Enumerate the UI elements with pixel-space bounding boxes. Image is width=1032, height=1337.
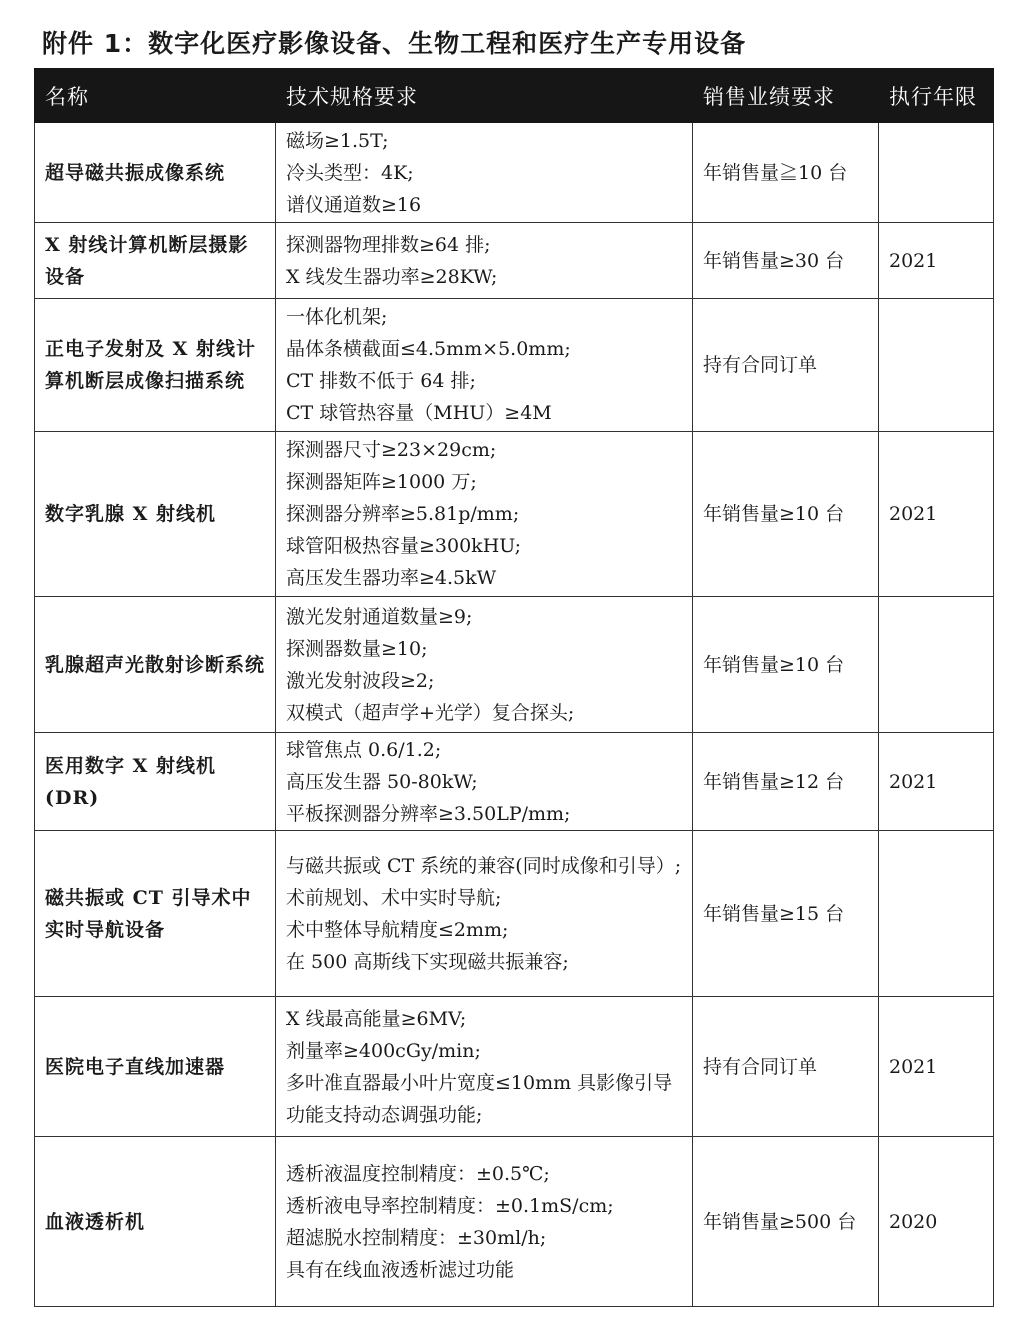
spec-line: 探测器尺寸≥23×29cm; (286, 439, 497, 461)
spec-line: 高压发生器 50-80kW; (286, 770, 478, 793)
document-title: 附件 1：数字化医疗影像设备、生物工程和医疗生产专用设备 (42, 29, 747, 58)
spec-cell (276, 1137, 693, 1307)
execution-year-cell: 2021 (879, 432, 994, 597)
header-row (35, 69, 994, 123)
spec-line: 超滤脱水控制精度：±30ml/h; (286, 1226, 547, 1249)
equipment-name-cell: 数字乳腺 X 射线机 (35, 432, 276, 597)
table-row (35, 831, 994, 997)
equipment-name-cell: 乳腺超声光散射诊断系统 (35, 597, 276, 733)
spec-line: 高压发生器功率≥4.5kW (286, 567, 497, 589)
execution-year-cell: 2021 (879, 223, 994, 299)
spec-line: 探测器数量≥10; (286, 637, 428, 660)
spec-line: 透析液温度控制精度：±0.5℃; (286, 1162, 550, 1185)
table-row (35, 597, 994, 733)
execution-year-cell: 2021 (879, 733, 994, 831)
spec-line: 探测器矩阵≥1000 万; (286, 471, 477, 493)
spec-line: 谱仪通道数≥16 (286, 193, 422, 216)
equipment-name-cell: 血液透析机 (35, 1137, 276, 1307)
equipment-name-cell: 超导磁共振成像系统 (35, 123, 276, 223)
equipment-name-cell: X 射线计算机断层摄影设备 (35, 223, 276, 299)
spec-line: X 线最高能量≥6MV; (286, 1007, 467, 1030)
spec-line: 剂量率≥400cGy/min; (286, 1039, 481, 1062)
sales-requirement-cell: 年销售量≥500 台 (693, 1137, 879, 1307)
spec-line: CT 排数不低于 64 排; (286, 370, 476, 392)
spec-line: CT 球管热容量（MHU）≥4M (286, 402, 552, 424)
execution-year-cell (879, 831, 994, 997)
execution-year-cell: 2021 (879, 997, 994, 1137)
header-sales: 销售业绩要求 (693, 69, 879, 123)
sales-requirement-cell: 年销售量≥30 台 (693, 223, 879, 299)
equipment-spec-table (34, 68, 994, 1307)
spec-line: 晶体条横截面≤4.5mm×5.0mm; (286, 338, 571, 360)
table-header (35, 69, 994, 123)
spec-line: 球管焦点 0.6/1.2; (286, 738, 442, 761)
table-row (35, 299, 994, 432)
execution-year-cell (879, 123, 994, 223)
sales-requirement-cell: 持有合同订单 (693, 299, 879, 432)
table-row (35, 733, 994, 831)
spec-cell (276, 997, 693, 1137)
spec-cell (276, 597, 693, 733)
table-row (35, 432, 994, 597)
sales-requirement-cell: 年销售量≥15 台 (693, 831, 879, 997)
spec-cell (276, 831, 693, 997)
table-row (35, 223, 994, 299)
execution-year-cell (879, 597, 994, 733)
sales-requirement-cell: 年销售量≥12 台 (693, 733, 879, 831)
equipment-name-cell: 正电子发射及 X 射线计算机断层成像扫描系统 (35, 299, 276, 432)
spec-line: 冷头类型：4K; (286, 161, 414, 184)
table-row (35, 123, 994, 223)
sales-requirement-cell: 年销售量≧10 台 (693, 123, 879, 223)
spec-line: 具有在线血液透析滤过功能 (286, 1258, 515, 1281)
spec-line: 激光发射波段≥2; (286, 669, 435, 692)
equipment-name-cell: 医院电子直线加速器 (35, 997, 276, 1137)
spec-line: 与磁共振或 CT 系统的兼容(同时成像和引导）; (286, 854, 682, 877)
spec-cell (276, 223, 693, 299)
header-name: 名称 (35, 69, 276, 123)
spec-line: 磁场≥1.5T; (286, 129, 389, 152)
table-row (35, 1137, 994, 1307)
spec-line: 在 500 高斯线下实现磁共振兼容; (286, 950, 569, 973)
spec-line: 一体化机架; (286, 306, 388, 328)
spec-line: 平板探测器分辨率≥3.50LP/mm; (286, 802, 571, 825)
spec-line: 透析液电导率控制精度：±0.1mS/cm; (286, 1194, 614, 1217)
sales-requirement-cell: 年销售量≥10 台 (693, 432, 879, 597)
execution-year-cell: 2020 (879, 1137, 994, 1307)
execution-year-cell (879, 299, 994, 432)
spec-cell (276, 432, 693, 597)
spec-cell (276, 299, 693, 432)
equipment-name-cell: 磁共振或 CT 引导术中实时导航设备 (35, 831, 276, 997)
spec-line: 术中整体导航精度≤2mm; (286, 918, 509, 941)
spec-line: X 线发生器功率≥28KW; (286, 265, 498, 288)
spec-line: 术前规划、术中实时导航; (286, 886, 502, 909)
sales-requirement-cell: 持有合同订单 (693, 997, 879, 1137)
spec-line: 球管阳极热容量≥300kHU; (286, 535, 522, 557)
spec-line: 多叶准直器最小叶片宽度≤10mm 具影像引导功能支持动态调强功能; (286, 1071, 673, 1126)
sales-requirement-cell: 年销售量≥10 台 (693, 597, 879, 733)
spec-line: 探测器物理排数≥64 排; (286, 233, 491, 256)
table-body (35, 123, 994, 1307)
spec-cell (276, 123, 693, 223)
spec-line: 激光发射通道数量≥9; (286, 605, 473, 628)
spec-cell (276, 733, 693, 831)
equipment-name-cell: 医用数字 X 射线机(DR) (35, 733, 276, 831)
spec-line: 双模式（超声学+光学）复合探头; (286, 701, 575, 724)
table-row (35, 997, 994, 1137)
spec-line: 探测器分辨率≥5.81p/mm; (286, 503, 520, 525)
header-year: 执行年限 (879, 69, 994, 123)
header-spec: 技术规格要求 (276, 69, 693, 123)
